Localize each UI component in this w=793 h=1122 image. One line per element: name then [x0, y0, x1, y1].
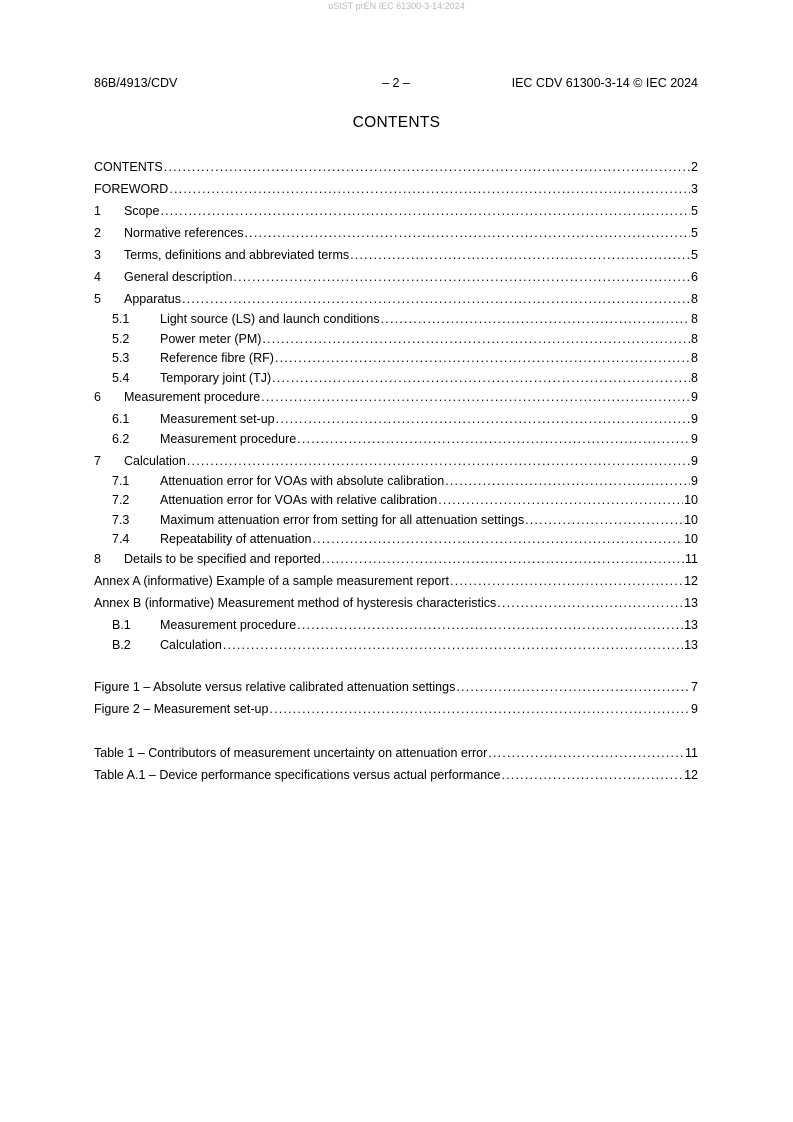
toc-entry-page: 5	[691, 204, 698, 218]
toc-entry-number: 5.3	[112, 351, 130, 366]
toc-entry-page: 5	[691, 226, 698, 240]
toc-entry-page: 8	[691, 312, 698, 326]
toc-entry-measurement-procedure-sub[interactable]	[94, 430, 698, 450]
dot-leader	[182, 288, 690, 310]
toc-entry-text: Terms, definitions and abbreviated terms	[124, 248, 350, 262]
table-entry-page: 12	[684, 768, 698, 783]
dot-leader	[272, 369, 690, 389]
page-header	[94, 76, 698, 92]
toc-entry-number: 5.1	[112, 312, 130, 326]
watermark: oSIST prEN IEC 61300-3-14:2024	[328, 1, 465, 11]
toc-entry-annex-b[interactable]	[94, 592, 698, 614]
dot-leader	[525, 511, 683, 531]
dot-leader	[233, 266, 690, 288]
toc-entry-normative-references[interactable]	[94, 222, 698, 244]
toc-entry-page: 3	[691, 182, 698, 196]
toc-entry-text: Attenuation error for VOAs with absolute calibration	[160, 473, 445, 488]
toc-entry-number: B.2	[112, 637, 131, 652]
toc-entry-page: 9	[691, 473, 698, 488]
toc-entry-page: 10	[684, 493, 698, 508]
toc-entry-page: 12	[684, 573, 698, 588]
toc-entry-number: 6	[94, 390, 101, 405]
table-of-contents	[94, 156, 698, 786]
dot-leader	[438, 491, 683, 511]
dot-leader	[450, 570, 683, 592]
toc-entry-text: Annex A (informative) Example of a sample measurement report	[94, 573, 450, 588]
toc-entry-page: 8	[691, 351, 698, 366]
dot-leader	[322, 550, 684, 570]
dot-leader	[488, 742, 684, 764]
toc-entry-general-description[interactable]	[94, 266, 698, 288]
toc-entry-page: 6	[691, 270, 698, 284]
dot-leader	[275, 349, 690, 369]
toc-entry-number: 6.2	[112, 431, 130, 446]
toc-entry-text: Power meter (PM)	[160, 331, 262, 346]
toc-entry-page: 11	[685, 551, 698, 566]
page-number: – 2 –	[382, 76, 410, 90]
toc-entry-text: Annex B (informative) Measurement method of hysteresis characteristics	[94, 595, 497, 610]
dot-leader	[501, 764, 683, 786]
toc-entry-text: Measurement procedure	[124, 390, 261, 405]
toc-entry-relative-calibration[interactable]	[94, 491, 698, 511]
toc-entry-b2[interactable]	[94, 636, 698, 656]
toc-entry-text: Reference fibre (RF)	[160, 351, 274, 366]
toc-entry-repeatability[interactable]	[94, 530, 698, 550]
toc-entry-measurement-procedure[interactable]	[94, 388, 698, 408]
toc-entry-text: Calculation	[160, 637, 222, 652]
dot-leader	[276, 408, 690, 430]
toc-entry-details-reported[interactable]	[94, 550, 698, 570]
toc-entry-text: Attenuation error for VOAs with relative calibration	[160, 493, 438, 508]
list-of-figures-entry[interactable]	[94, 698, 698, 720]
toc-entry-foreword[interactable]	[94, 178, 698, 200]
toc-entry-text: Apparatus	[124, 292, 181, 306]
toc-entry-number: 1	[94, 204, 101, 218]
toc-entry-page: 10	[684, 532, 698, 547]
toc-entry-number: 3	[94, 248, 101, 262]
toc-entry-reference-fibre[interactable]	[94, 349, 698, 369]
toc-entry-power-meter[interactable]	[94, 330, 698, 350]
toc-entry-page: 13	[684, 617, 698, 632]
list-of-tables-entry[interactable]	[94, 764, 698, 786]
dot-leader	[223, 636, 683, 656]
toc-entry-number: 8	[94, 551, 101, 566]
dot-leader	[261, 388, 690, 408]
toc-entry-b1[interactable]	[94, 614, 698, 636]
document-reference: 86B/4913/CDV	[94, 76, 178, 90]
toc-entry-text: Normative references	[124, 226, 244, 240]
toc-entry-terms[interactable]	[94, 244, 698, 266]
toc-entry-number: 7.3	[112, 512, 130, 527]
dot-leader	[262, 330, 690, 350]
page-title: CONTENTS	[352, 114, 441, 131]
toc-entry-temporary-joint[interactable]	[94, 369, 698, 389]
toc-entry-page: 9	[691, 411, 698, 426]
toc-entry-text: General description	[124, 270, 233, 284]
toc-entry-text: Temporary joint (TJ)	[160, 370, 272, 385]
figure-entry-page: 9	[691, 702, 698, 717]
dot-leader	[269, 698, 690, 720]
table-entry-page: 11	[685, 746, 698, 761]
toc-entry-number: B.1	[112, 617, 131, 632]
figure-entry-text: Figure 1 – Absolute versus relative calibrated attenuation settings	[94, 680, 456, 695]
toc-entry-page: 8	[691, 370, 698, 385]
dot-leader	[169, 178, 690, 200]
dot-leader	[164, 156, 690, 178]
toc-entry-scope[interactable]	[94, 200, 698, 222]
dot-leader	[381, 310, 690, 330]
toc-entry-contents[interactable]	[94, 156, 698, 178]
toc-entry-text: Maximum attenuation error from setting for all attenuation settings	[160, 512, 525, 527]
toc-entry-number: 4	[94, 270, 101, 284]
dot-leader	[297, 614, 683, 636]
dot-leader	[497, 592, 683, 614]
toc-entry-page: 9	[691, 390, 698, 405]
toc-entry-text: Measurement procedure	[160, 617, 297, 632]
figure-entry-text: Figure 2 – Measurement set-up	[94, 702, 269, 717]
toc-entry-number: 7.1	[112, 473, 130, 488]
table-entry-text: Table 1 – Contributors of measurement uncertainty on attenuation error	[94, 746, 488, 761]
toc-entry-text: Details to be specified and reported	[124, 551, 321, 566]
toc-entry-page: 13	[684, 595, 698, 610]
dot-leader	[350, 244, 690, 266]
toc-entry-absolute-calibration[interactable]	[94, 472, 698, 492]
toc-entry-calculation[interactable]	[94, 450, 698, 472]
toc-entry-annex-a[interactable]	[94, 570, 698, 592]
toc-entry-page: 9	[691, 453, 698, 468]
toc-entry-page: 8	[691, 331, 698, 346]
toc-entry-text: FOREWORD	[94, 182, 169, 196]
toc-entry-page: 8	[691, 292, 698, 306]
toc-entry-number: 7	[94, 453, 101, 468]
table-entry-text: Table A.1 – Device performance specifications versus actual performance	[94, 768, 501, 783]
toc-entry-text: Scope	[124, 204, 160, 218]
toc-entry-number: 2	[94, 226, 101, 240]
dot-leader	[160, 200, 690, 222]
toc-entry-light-source[interactable]	[94, 310, 698, 330]
dot-leader	[456, 676, 690, 698]
toc-entry-number: 7.2	[112, 493, 130, 508]
toc-entry-number: 5.2	[112, 331, 130, 346]
dot-leader	[313, 530, 684, 550]
toc-entry-page: 9	[691, 431, 698, 446]
toc-entry-measurement-set-up[interactable]	[94, 408, 698, 430]
toc-entry-maximum-attenuation-error[interactable]	[94, 511, 698, 531]
toc-entry-text: Repeatability of attenuation	[160, 532, 312, 547]
toc-entry-number: 5	[94, 292, 101, 306]
toc-entry-text: CONTENTS	[94, 160, 163, 174]
toc-entry-number: 7.4	[112, 532, 130, 547]
toc-entry-text: Calculation	[124, 453, 186, 468]
list-of-figures-entry[interactable]	[94, 676, 698, 698]
toc-entry-text: Light source (LS) and launch conditions	[160, 312, 380, 326]
toc-entry-page: 2	[691, 160, 698, 174]
toc-entry-page: 13	[684, 637, 698, 652]
toc-entry-text: Measurement set-up	[160, 411, 275, 426]
toc-entry-page: 5	[691, 248, 698, 262]
toc-entry-text: Measurement procedure	[160, 431, 297, 446]
dot-leader	[245, 222, 691, 244]
toc-entry-apparatus[interactable]	[94, 288, 698, 310]
list-of-tables-entry[interactable]	[94, 742, 698, 764]
toc-entry-number: 6.1	[112, 411, 130, 426]
dot-leader	[187, 450, 690, 472]
figure-entry-page: 7	[691, 680, 698, 695]
toc-entry-page: 10	[684, 512, 698, 527]
dot-leader	[297, 430, 690, 450]
standard-reference: IEC CDV 61300-3-14 © IEC 2024	[511, 76, 698, 90]
toc-entry-number: 5.4	[112, 370, 130, 385]
dot-leader	[445, 472, 690, 492]
